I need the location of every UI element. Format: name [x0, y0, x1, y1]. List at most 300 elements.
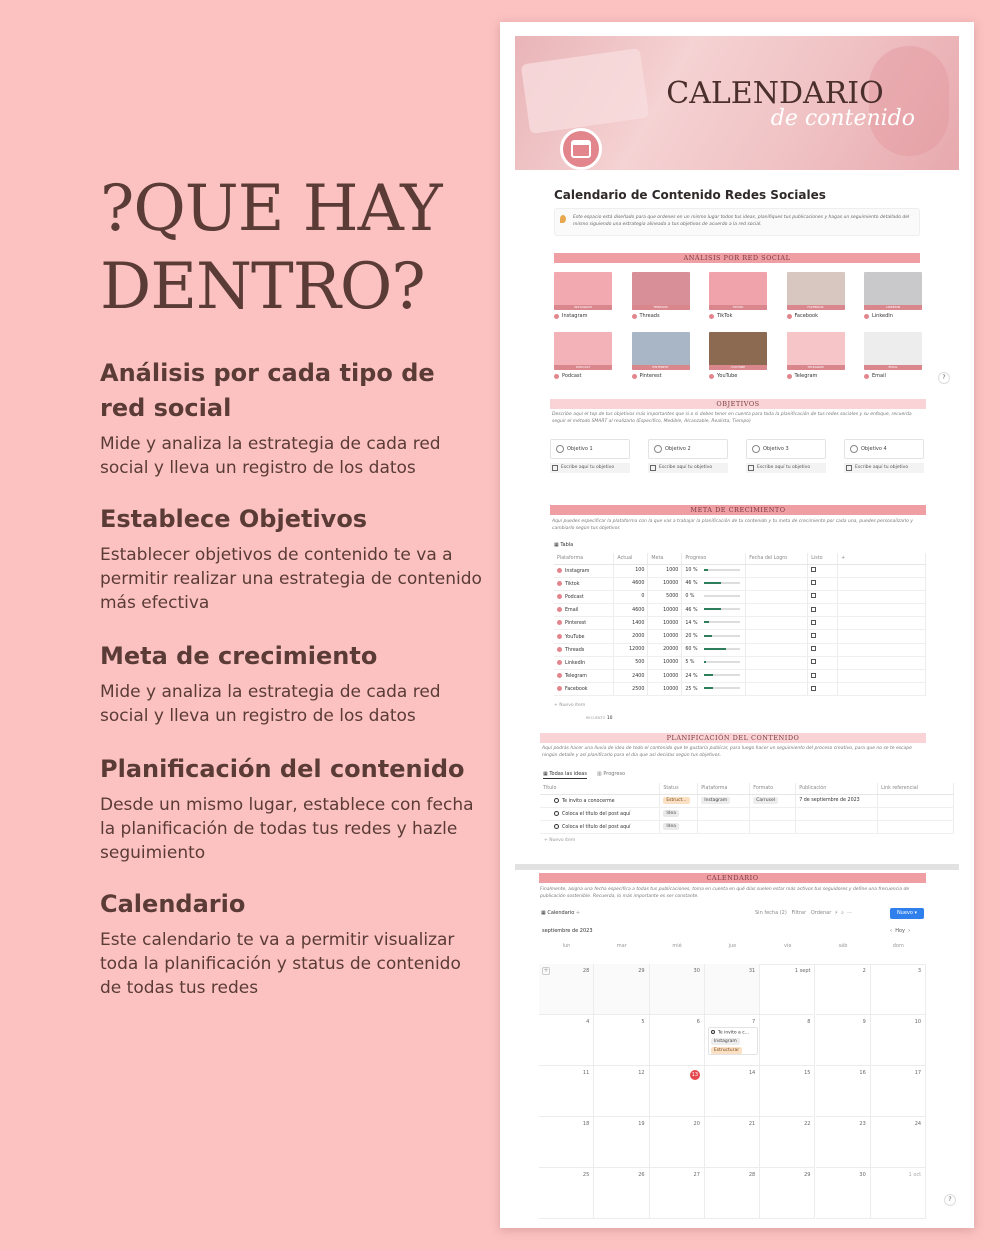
- post-title: Te invito a conocerme: [562, 798, 615, 804]
- card-label-text: Podcast: [562, 373, 582, 379]
- progress-text: 25 %: [685, 686, 698, 692]
- checkbox-icon[interactable]: [811, 673, 816, 678]
- target-icon: [850, 445, 858, 453]
- today-button[interactable]: Hoy: [895, 928, 905, 934]
- platform-icon: [554, 374, 559, 379]
- tab-planning-1[interactable]: ▥ Progreso: [597, 771, 626, 777]
- platform-cell: [698, 807, 750, 820]
- platform-icon: [554, 314, 559, 319]
- checkbox-icon[interactable]: [650, 465, 656, 471]
- calendar-day[interactable]: [539, 1066, 594, 1117]
- link-cell[interactable]: [878, 807, 954, 820]
- post-title: Coloca el título del post aquí: [562, 824, 631, 830]
- calendar-day[interactable]: [539, 964, 594, 1015]
- target-icon: [752, 445, 760, 453]
- platform-icon: [787, 374, 792, 379]
- column-header[interactable]: Progreso: [682, 553, 746, 564]
- day-number: 16: [859, 1070, 866, 1076]
- day-number: 22: [804, 1121, 811, 1127]
- today-date: 13: [691, 1072, 699, 1078]
- date-nav: [890, 928, 910, 934]
- platform-name: Threads: [565, 647, 585, 653]
- status-badge: Estruct...: [663, 797, 689, 804]
- platform-icon: [709, 374, 714, 379]
- card-cover: [787, 272, 845, 310]
- publication-cell: [796, 807, 878, 820]
- filter-button[interactable]: Filtrar: [791, 910, 807, 916]
- platform-icon: [557, 581, 562, 586]
- card-cover: [554, 332, 612, 370]
- event-status-row: [711, 1047, 755, 1054]
- platform-name: Pinterest: [565, 621, 587, 627]
- day-number: 7: [752, 1019, 756, 1025]
- prev-month-icon[interactable]: ‹: [890, 928, 892, 934]
- social-card[interactable]: [554, 272, 612, 320]
- table-row[interactable]: [554, 604, 926, 617]
- calendar-day[interactable]: [539, 1168, 594, 1219]
- calendar-day[interactable]: [871, 1117, 926, 1168]
- date-cell[interactable]: [746, 590, 808, 603]
- day-number: 12: [638, 1070, 645, 1076]
- date-cell[interactable]: [746, 577, 808, 590]
- card-cover: [787, 332, 845, 370]
- progress-bar: [704, 569, 740, 571]
- calendar-day[interactable]: [594, 964, 649, 1015]
- calendar-event[interactable]: [708, 1027, 758, 1055]
- weekday-label: sáb: [838, 943, 848, 949]
- title-cell: [540, 807, 660, 820]
- day-number: 18: [582, 1121, 590, 1127]
- done-cell: [808, 683, 838, 696]
- calendar-day[interactable]: [760, 1015, 815, 1066]
- progress-text: 24 %: [685, 673, 698, 679]
- empty-cell: [838, 604, 926, 617]
- feature-desc: Desde un mismo lugar, establece con fecha la planificación de todas tus redes y hazle seguimiento: [100, 795, 474, 863]
- progress-cell: [682, 656, 746, 669]
- checkbox-icon[interactable]: [811, 620, 816, 625]
- target-icon: [654, 445, 662, 453]
- card-strip: PINTEREST: [632, 365, 690, 370]
- day-number: 1 oct: [908, 1172, 922, 1178]
- calendar-day[interactable]: [705, 1015, 760, 1066]
- calendar-day[interactable]: [816, 964, 871, 1015]
- search-icon[interactable]: ⌕: [841, 910, 844, 916]
- table-header: [540, 783, 954, 794]
- pin-icon: [560, 215, 566, 223]
- tab-tabla[interactable]: ▦ Tabla: [554, 542, 574, 548]
- date-cell[interactable]: [746, 617, 808, 630]
- section-header-objectives: OBJETIVOS: [550, 399, 926, 409]
- column-header[interactable]: Título: [540, 783, 660, 794]
- table-row[interactable]: [540, 820, 954, 833]
- calendar-toolbar: [755, 910, 852, 916]
- date-cell[interactable]: [746, 656, 808, 669]
- calendar-day[interactable]: [871, 964, 926, 1015]
- card-strip: EMAIL: [864, 365, 922, 370]
- card-strip: THREADS: [632, 305, 690, 310]
- card-label: [864, 373, 922, 379]
- objective-card[interactable]: [844, 439, 924, 459]
- platform-name: YouTube: [565, 634, 585, 640]
- calendar-day[interactable]: [650, 1066, 705, 1117]
- social-card[interactable]: [632, 332, 690, 380]
- card-label: [554, 313, 612, 319]
- feature-desc: Establecer objetivos de contenido te va a permitir realizar una estrategia de contenido más efectiva: [100, 545, 482, 613]
- objective-checkbox[interactable]: [648, 463, 728, 473]
- card-cover: [554, 272, 612, 310]
- empty-cell: [838, 643, 926, 656]
- checkbox-icon[interactable]: [811, 646, 816, 651]
- date-cell[interactable]: [746, 604, 808, 617]
- day-number: 9: [862, 1019, 866, 1025]
- calendar-day[interactable]: [760, 964, 815, 1015]
- progress-text: 10 %: [685, 568, 698, 574]
- lightning-icon[interactable]: ⚡: [834, 910, 838, 916]
- feature-desc: Mide y analiza la estrategia de cada red social y lleva un registro de los datos: [100, 434, 441, 478]
- publication-cell: [796, 820, 878, 833]
- social-card[interactable]: [787, 332, 845, 380]
- day-number: 24: [914, 1121, 922, 1127]
- column-header[interactable]: Plataforma: [554, 553, 614, 564]
- progress-cell: [682, 617, 746, 630]
- date-cell[interactable]: [746, 670, 808, 683]
- progress-fill: [704, 621, 709, 623]
- calendar-day[interactable]: [871, 1168, 926, 1219]
- main-heading: [100, 170, 485, 326]
- done-cell: [808, 630, 838, 643]
- column-header[interactable]: +: [838, 553, 926, 564]
- objective-checkbox[interactable]: [844, 463, 924, 473]
- help-button[interactable]: ?: [944, 1194, 956, 1206]
- table-row[interactable]: [554, 564, 926, 577]
- platform-name: Podcast: [565, 594, 584, 600]
- growth-desc: Aquí puedes especificar la plataforma con la que vas a trabajar la planificación de tu contenido y tu meta de crecimiento por cada una, puedes personalizarlo y cambiarlo según tus objetivos: [552, 519, 913, 531]
- feature-block: [100, 356, 485, 480]
- weekday-label: mar: [616, 943, 627, 949]
- done-cell: [808, 617, 838, 630]
- new-item-button[interactable]: + Nuevo ítem: [554, 703, 586, 708]
- social-card[interactable]: [554, 332, 612, 380]
- more-icon[interactable]: ⋯: [847, 910, 853, 916]
- calendar-day[interactable]: [705, 964, 760, 1015]
- actual-cell: 2000: [614, 630, 648, 643]
- checkbox-icon[interactable]: [811, 607, 816, 612]
- card-label-text: TikTok: [717, 313, 733, 319]
- card-cover: [632, 272, 690, 310]
- actual-cell: 0: [614, 590, 648, 603]
- calendar-day[interactable]: [816, 1117, 871, 1168]
- day-number: 6: [696, 1019, 700, 1025]
- card-strip: TELEGRAM: [787, 365, 845, 370]
- objectives-desc: Describe aquí el top de tus objetivos más importantes que si o si debes tener en cuenta para toda la planificación de tus redes sociales y su enfoque, recuerda seguir el método SMART al realizarlo (Específico, Medible, Alcanzable, Realista, Tiempo): [552, 412, 912, 424]
- table-row[interactable]: [554, 683, 926, 696]
- platform-icon: [557, 568, 562, 573]
- meta-cell: 5000: [648, 590, 682, 603]
- platform-cell: [698, 820, 750, 833]
- checkbox-icon[interactable]: [552, 465, 558, 471]
- planning-desc: Aquí podrás hacer una lluvia de idea de todo el contenido que te gustaría publicar, para luego hacer un seguimiento del proceso creativo, para que no se te escape ningún detalle y así planificarlo para el día que así decidas según tus objetivos.: [542, 746, 912, 758]
- empty-cell: [838, 617, 926, 630]
- progress-bar: [704, 687, 740, 689]
- column-header[interactable]: Listo: [808, 553, 838, 564]
- progress-fill: [704, 569, 708, 571]
- weekday-label: mié: [672, 943, 682, 949]
- calendar-day[interactable]: [594, 1066, 649, 1117]
- card-cover: [864, 272, 922, 310]
- card-label: [787, 313, 845, 319]
- weekday-label: jue: [728, 943, 737, 949]
- link-cell[interactable]: [878, 820, 954, 833]
- column-header[interactable]: Status: [660, 783, 698, 794]
- day-number: 10: [914, 1019, 922, 1025]
- progress-cell: [682, 683, 746, 696]
- platform-icon: [557, 660, 562, 665]
- calendar-day[interactable]: [816, 1168, 871, 1219]
- card-strip: PODCAST: [554, 365, 612, 370]
- progress-bar: [704, 595, 740, 597]
- weekday-label: vie: [783, 943, 792, 949]
- checkbox-icon[interactable]: [811, 686, 816, 691]
- feature-title: Meta de crecimiento: [100, 642, 378, 670]
- day-number: 29: [638, 968, 645, 974]
- checkbox-icon[interactable]: [811, 580, 816, 585]
- page-divider: [515, 864, 959, 870]
- objective-checkbox[interactable]: [550, 463, 630, 473]
- day-number: 3: [917, 968, 922, 974]
- post-title: Coloca el título del post aquí: [562, 811, 631, 817]
- empty-cell: [838, 670, 926, 683]
- column-header[interactable]: Formato: [750, 783, 796, 794]
- table-row[interactable]: [554, 670, 926, 683]
- tab-calendario[interactable]: ▦ Calendario +: [541, 910, 581, 916]
- meta-cell: 10000: [648, 604, 682, 617]
- feature-title: Calendario: [100, 890, 246, 918]
- day-number: 1 sept: [794, 968, 811, 974]
- done-cell: [808, 577, 838, 590]
- objective-check-text: Escribe aquí tu objetivo: [561, 465, 615, 470]
- feature-desc: Mide y analiza la estrategia de cada red social y lleva un registro de los datos: [100, 682, 441, 726]
- add-icon[interactable]: +: [543, 967, 549, 974]
- calendar-day[interactable]: [871, 1015, 926, 1066]
- column-header[interactable]: Link referencial: [878, 783, 954, 794]
- objective-card[interactable]: [648, 439, 728, 459]
- objective-title: Objetivo 2: [665, 446, 691, 452]
- callout-text: Este espacio está diseñado para que ordenes en un mismo lugar todos tus ideas, planifiques tus publicaciones y hagas un seguimiento detallado del mismo siguiendo una estrategia alineada a tus objetivos de acuerdo a la red social.: [573, 215, 910, 227]
- format-cell: [750, 807, 796, 820]
- card-cover: [709, 272, 767, 310]
- calendar-day[interactable]: [650, 1015, 705, 1066]
- checkbox-icon[interactable]: [846, 465, 852, 471]
- done-cell: [808, 656, 838, 669]
- calendar-day[interactable]: [539, 1015, 594, 1066]
- calendar-day[interactable]: [705, 1168, 760, 1219]
- objective-card[interactable]: [550, 439, 630, 459]
- objective-checkbox[interactable]: [746, 463, 826, 473]
- progress-bar: [704, 608, 740, 610]
- calendar-day[interactable]: [705, 1066, 760, 1117]
- table-row[interactable]: [554, 617, 926, 630]
- feature-block: [100, 752, 485, 865]
- social-card[interactable]: [864, 272, 922, 320]
- platform-icon: [709, 314, 714, 319]
- progress-fill: [704, 687, 713, 689]
- platform-cell: [554, 670, 614, 683]
- column-header[interactable]: Actual: [614, 553, 648, 564]
- day-number: 23: [859, 1121, 866, 1127]
- card-strip: LINKEDIN: [864, 305, 922, 310]
- status-cell: [660, 794, 698, 807]
- card-label-text: Threads: [639, 313, 660, 319]
- progress-bar: [704, 674, 740, 676]
- objective-check-text: Escribe aquí tu objetivo: [659, 465, 713, 470]
- next-month-icon[interactable]: ›: [908, 928, 911, 934]
- platform-name: LinkedIn: [565, 660, 586, 666]
- platform-icon: [557, 594, 562, 599]
- intro-callout: [554, 208, 920, 236]
- column-header[interactable]: Meta: [648, 553, 682, 564]
- actual-cell: 4600: [614, 577, 648, 590]
- meta-cell: 10000: [648, 630, 682, 643]
- progress-bar: [704, 582, 740, 584]
- sort-button[interactable]: Ordenar: [810, 910, 832, 916]
- calendar-day[interactable]: [816, 1066, 871, 1117]
- day-number: 5: [641, 1019, 645, 1025]
- calendar-day[interactable]: [760, 1168, 815, 1219]
- status-cell: [660, 807, 698, 820]
- checkbox-icon[interactable]: [748, 465, 754, 471]
- card-label-text: Instagram: [562, 313, 588, 319]
- status-circle-icon: [554, 798, 559, 803]
- table-row[interactable]: [540, 794, 954, 807]
- table-row[interactable]: [540, 807, 954, 820]
- platform-cell: [554, 564, 614, 577]
- day-number: 21: [748, 1121, 756, 1127]
- date-cell[interactable]: [746, 564, 808, 577]
- calendar-day[interactable]: [594, 1168, 649, 1219]
- card-label-text: Pinterest: [639, 373, 662, 379]
- platform-icon: [864, 314, 869, 319]
- card-label: [632, 373, 690, 379]
- meta-cell: 10000: [648, 577, 682, 590]
- new-button[interactable]: Nuevo ▾: [890, 908, 924, 919]
- progress-bar: [704, 621, 740, 623]
- checkbox-icon[interactable]: [811, 567, 816, 572]
- platform-badge: Instagram: [711, 1038, 740, 1045]
- objective-check-text: Escribe aquí tu objetivo: [855, 465, 909, 470]
- platform-cell: [554, 590, 614, 603]
- calendar-day[interactable]: [650, 1168, 705, 1219]
- checkbox-icon[interactable]: [811, 633, 816, 638]
- table-row[interactable]: [554, 630, 926, 643]
- card-label: [709, 313, 767, 319]
- date-cell[interactable]: [746, 683, 808, 696]
- card-label: [709, 373, 767, 379]
- progress-cell: [682, 604, 746, 617]
- day-number: 30: [859, 1172, 866, 1178]
- card-cover: [864, 332, 922, 370]
- platform-icon: [632, 374, 637, 379]
- meta-cell: 10000: [648, 683, 682, 696]
- new-item-button[interactable]: + Nuevo ítem: [544, 838, 576, 843]
- table-row[interactable]: [554, 643, 926, 656]
- date-cell[interactable]: [746, 643, 808, 656]
- weekday-label: dom: [892, 943, 904, 949]
- calendar-desc: Finalmente, asigna una fecha específica a todas tus publicaciones, toma en cuenta en qué días suelen estar más activos tus seguidores y define una frecuencia de publicación sostenible. Recuerda, lo más importante es ser constante.: [540, 887, 910, 899]
- status-cell: [660, 820, 698, 833]
- objective-title: Objetivo 3: [763, 446, 789, 452]
- objective-card[interactable]: [746, 439, 826, 459]
- day-number: 19: [638, 1121, 645, 1127]
- social-card[interactable]: [709, 332, 767, 380]
- done-cell: [808, 643, 838, 656]
- help-button[interactable]: ?: [938, 372, 950, 384]
- calendar-day[interactable]: [760, 1066, 815, 1117]
- calendar-day[interactable]: [816, 1015, 871, 1066]
- section-header-growth: META DE CRECIMIENTO: [550, 505, 926, 515]
- table-row[interactable]: [554, 590, 926, 603]
- platform-icon: [557, 686, 562, 691]
- calendar-day[interactable]: [705, 1117, 760, 1168]
- empty-cell: [838, 630, 926, 643]
- checkbox-icon[interactable]: [811, 593, 816, 598]
- calendar-day[interactable]: [871, 1066, 926, 1117]
- progress-fill: [704, 648, 726, 650]
- day-number: 14: [748, 1070, 756, 1076]
- target-icon: [556, 445, 564, 453]
- actual-cell: 4600: [614, 604, 648, 617]
- count-footer: RECUENTO 10: [586, 716, 613, 721]
- column-header[interactable]: Plataforma: [698, 783, 750, 794]
- calendar-day[interactable]: [594, 1015, 649, 1066]
- calendar-day[interactable]: [650, 964, 705, 1015]
- banner-subtitle: de contenido: [770, 106, 915, 131]
- status-badge: Idea: [663, 823, 679, 830]
- progress-cell: [682, 577, 746, 590]
- calendar-day[interactable]: [650, 1117, 705, 1168]
- feature-title: Planificación del contenido: [100, 755, 465, 783]
- calendar-day[interactable]: [594, 1117, 649, 1168]
- tab-planning-0[interactable]: ▦ Todas las ideas: [543, 771, 587, 777]
- day-number: 26: [638, 1172, 645, 1178]
- done-cell: [808, 564, 838, 577]
- day-number: 27: [693, 1172, 700, 1178]
- feature-title: Establece Objetivos: [100, 505, 368, 533]
- social-card[interactable]: [709, 272, 767, 320]
- social-card[interactable]: [787, 272, 845, 320]
- platform-icon: [557, 607, 562, 612]
- meta-cell: 1000: [648, 564, 682, 577]
- social-card[interactable]: [632, 272, 690, 320]
- column-header[interactable]: Publicación: [796, 783, 878, 794]
- checkbox-icon[interactable]: [811, 659, 816, 664]
- date-cell[interactable]: [746, 630, 808, 643]
- calendar-day[interactable]: [760, 1117, 815, 1168]
- card-label-text: Telegram: [794, 373, 818, 379]
- feature-block: [100, 502, 485, 615]
- table-row[interactable]: [554, 656, 926, 669]
- day-number: 31: [748, 968, 756, 974]
- table-row[interactable]: [554, 577, 926, 590]
- social-card[interactable]: [864, 332, 922, 380]
- status-circle-icon: [554, 824, 559, 829]
- banner-title: CALENDARIO: [666, 76, 884, 111]
- link-cell[interactable]: [878, 794, 954, 807]
- no-date-button[interactable]: Sin fecha (2): [755, 910, 787, 916]
- column-header[interactable]: Fecha del Logro: [746, 553, 808, 564]
- calendar-day[interactable]: [539, 1117, 594, 1168]
- feature-desc: Este calendario te va a permitir visualizar toda la planificación y status de contenido de todas tus redes: [100, 930, 461, 998]
- progress-bar: [704, 635, 740, 637]
